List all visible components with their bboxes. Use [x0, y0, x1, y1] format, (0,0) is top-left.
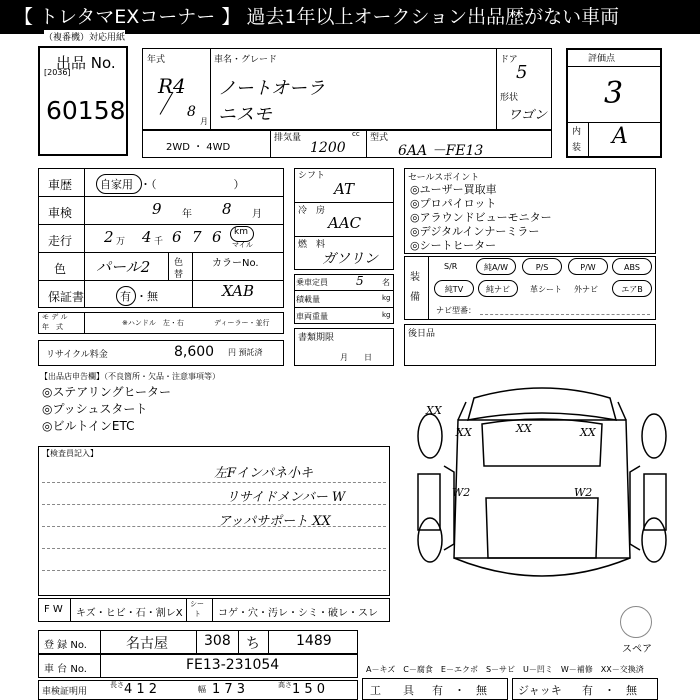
chassis-value: FE13-231054 — [186, 657, 280, 673]
interior-label-2: 装 — [572, 143, 582, 153]
mileage-digit-4: 7 — [192, 228, 202, 246]
color-code-label: カラーNo. — [212, 258, 259, 269]
capacity-label: 乗車定員 — [296, 278, 328, 287]
recycle-value: 8,600 — [174, 344, 215, 360]
mileage-digit-2: 4 — [142, 228, 152, 246]
tools-label: 工 具 — [370, 684, 414, 697]
recycle-label: リサイクル料金 — [46, 350, 108, 360]
equipment-label-1: 装 — [410, 272, 420, 283]
sales-point-item: ◎デジタルインナーミラー — [410, 225, 540, 238]
mileage-unit-km: km — [234, 227, 248, 237]
displacement-label: 排気量 — [274, 133, 302, 143]
mileage-digit-1: 2 — [104, 228, 114, 246]
registration-class: 308 — [204, 633, 231, 649]
warranty-no: ・無 — [136, 290, 158, 303]
seat-items: コゲ・穴・汚レ・シミ・破レ・スレ — [218, 608, 378, 619]
weight-label: 車両重量 — [296, 312, 328, 321]
model-year-label-2: 年 式 — [42, 323, 63, 331]
diagram-mark: W2 — [452, 486, 471, 499]
diagram-mark: XX — [516, 422, 532, 435]
year-month: 8 — [187, 104, 196, 120]
length-label: 長さ — [110, 681, 124, 689]
year-era: R4 — [158, 74, 186, 98]
width-label: 幅 — [198, 685, 206, 694]
handle-side: ※ハンドル 左・右 — [122, 319, 184, 327]
color-code: XAB — [222, 282, 254, 300]
equipment-alloy-wheels: 純A/W — [476, 258, 516, 275]
warranty-yes: 有 — [120, 290, 131, 303]
equipment-aftermarket-navi: 外ナビ — [574, 285, 598, 294]
year-label: 年式 — [147, 55, 166, 65]
jack-label: ジャッキ — [518, 684, 562, 697]
load-unit: kg — [382, 294, 391, 302]
size-label: 車検証明用 — [42, 687, 88, 697]
weight-unit: kg — [382, 311, 391, 319]
interior-value: A — [612, 124, 628, 149]
lot-tag: [2036] — [44, 68, 71, 77]
door-value: 5 — [516, 62, 528, 83]
doc-deadline-label: 書類期限 — [298, 333, 335, 343]
warranty-label: 保証書 — [48, 290, 85, 304]
year-month-unit: 月 — [200, 117, 208, 126]
history-rest: ・（ ） — [140, 178, 245, 191]
car-name: ノートオーラ — [218, 78, 325, 99]
mileage-unit-mile: マイル — [232, 241, 253, 249]
inspector-note: アッパサポート XX — [218, 514, 331, 529]
recycle-unit: 円 預託済 — [228, 348, 263, 357]
sales-points-label: セールスポイント — [408, 173, 480, 183]
mileage-unit-man: 万 — [116, 237, 126, 247]
car-grade: ニスモ — [218, 104, 272, 125]
exhibitor-note-item: ◎ビルトインETC — [42, 419, 135, 433]
diagram-mark: XX — [426, 404, 442, 417]
load-label: 積載量 — [296, 295, 320, 304]
registration-label: 登 録 No. — [44, 640, 87, 651]
doc-deadline-unit: 月 日 — [340, 353, 372, 362]
jack-value: 有 ・ 無 — [582, 684, 637, 697]
diagram-mark: XX — [580, 426, 596, 439]
equipment-power-steering: P/S — [522, 258, 562, 275]
exhibitor-note-item: ◎プッシュスタート — [42, 402, 148, 416]
equipment-navi: 純ナビ — [478, 280, 518, 297]
interior-label-1: 内 — [572, 127, 582, 137]
equipment-leather-seat: 革シート — [530, 285, 562, 294]
seat-label-1: シー — [190, 600, 204, 608]
fw-label: F W — [44, 604, 63, 615]
inspection-label: 車検 — [48, 206, 73, 220]
equipment-sunroof: S/R — [444, 262, 458, 271]
lot-box — [38, 46, 128, 156]
diagram-mark: XX — [456, 426, 472, 439]
color-label: 色 — [54, 262, 67, 276]
car-name-label: 車名・グレード — [214, 55, 278, 65]
size-width: 1 7 3 — [212, 682, 246, 697]
history-value: 自家用 — [100, 178, 133, 191]
exhibitor-note-item: ◎ステアリングヒーター — [42, 385, 172, 399]
model-value: 6AA －FE13 — [398, 143, 484, 159]
inspection-month-unit: 月 — [252, 209, 262, 220]
inspector-label: 【検査員記入】 — [42, 449, 98, 458]
spare-tire-icon — [620, 606, 652, 638]
ac-value: AAC — [328, 214, 362, 232]
sales-point-item: ◎ユーザー買取車 — [410, 183, 497, 196]
diagram-mark: W2 — [574, 486, 593, 499]
mileage-unit-sen: 千 — [154, 237, 164, 247]
equipment-label-2: 備 — [410, 292, 420, 303]
sales-point-item: ◎アラウンドビューモニター — [410, 211, 552, 224]
inspection-month: 8 — [222, 200, 232, 218]
shape-value: ワゴン — [508, 108, 548, 123]
fw-items: キズ・ヒビ・石・割レX — [76, 608, 183, 619]
chassis-label: 車 台 No. — [44, 664, 87, 675]
equipment-power-windows: P/W — [568, 258, 608, 275]
registration-area: 名古屋 — [126, 636, 168, 652]
inspector-note: リサイドメンバー W — [226, 490, 346, 505]
spare-label: スペア — [622, 644, 652, 655]
color-value: パール2 — [96, 258, 151, 276]
height-label: 高さ — [278, 681, 292, 689]
damage-legend: A－キズ C－腐食 E－エクボ S－サビ U－凹ミ W－補修 XX－交換済 — [366, 665, 644, 674]
tools-value: 有 ・ 無 — [432, 684, 487, 697]
score-value: 3 — [604, 76, 624, 111]
fuel-label: 燃 料 — [298, 240, 326, 250]
equipment-airbag: エアB — [612, 280, 652, 297]
equipment-abs: ABS — [612, 258, 652, 275]
ac-label: 冷 房 — [298, 206, 326, 216]
dealer-type: ディーラー・並行 — [214, 319, 270, 327]
equipment-tv: 純TV — [434, 280, 474, 297]
capacity-value: 5 — [356, 274, 364, 288]
size-height: 1 5 0 — [292, 682, 326, 697]
lot-number: 60158 — [46, 96, 126, 125]
lot-label: 出品 No. — [56, 54, 116, 72]
model-year-label-1: モ デ ル — [42, 313, 68, 321]
car-damage-diagram — [404, 380, 680, 605]
navi-model-label: ナビ型番： — [436, 306, 476, 315]
mileage-label: 走行 — [48, 234, 73, 248]
displacement-unit: cc — [352, 130, 360, 138]
form-note: （複番機）対応用紙 — [44, 30, 125, 43]
drive-type: 2WD ・ 4WD — [166, 142, 231, 153]
color-change-2: 替 — [174, 270, 184, 280]
inspection-year: 9 — [152, 200, 162, 218]
sales-point-item: ◎プロパイロット — [410, 197, 497, 210]
after-parts-label: 後日品 — [408, 329, 436, 339]
mileage-digit-5: 6 — [212, 228, 222, 246]
seat-label-2: ト — [194, 610, 201, 618]
inspection-year-unit: 年 — [182, 209, 192, 220]
registration-kana: ち — [246, 636, 260, 652]
shift-label: シフト — [298, 171, 326, 181]
displacement-value: 1200 — [310, 140, 346, 156]
exhibitor-notes-label: 【出品店申告欄】（不良箇所・欠品・注意事項等） — [40, 372, 220, 381]
registration-number: 1489 — [296, 633, 332, 649]
history-label: 車歴 — [48, 178, 73, 192]
model-label: 型式 — [370, 133, 389, 143]
color-change-1: 色 — [174, 258, 184, 268]
sales-point-item: ◎シートヒーター — [410, 239, 497, 252]
fuel-value: ガソリン — [322, 251, 378, 267]
capacity-unit: 名 — [382, 278, 390, 287]
shift-value: AT — [334, 180, 355, 198]
door-label: ドア — [500, 55, 518, 65]
shape-label: 形状 — [500, 93, 519, 103]
header-banner: 【 トレタマEXコーナー 】 過去1年以上オークション出品歴がない車両 — [0, 0, 700, 34]
score-label: 評価点 — [588, 54, 616, 64]
after-parts-box — [404, 324, 656, 366]
size-length: 4 1 2 — [124, 682, 158, 697]
inspector-note: 左Fインパネ小キ — [214, 466, 314, 481]
mileage-digit-3: 6 — [172, 228, 182, 246]
